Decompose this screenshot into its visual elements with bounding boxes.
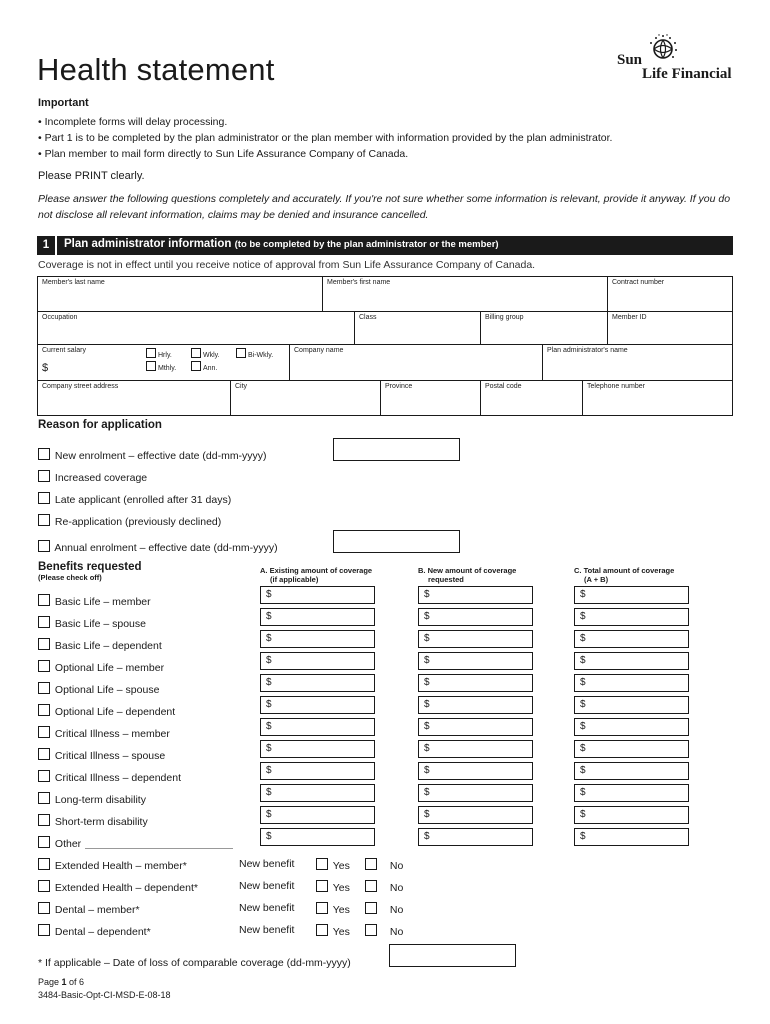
coverage-note: Coverage is not in effect until you receive notice of approval from Sun Life Assurance Company of Canada. (38, 259, 536, 271)
reason-late-applicant[interactable] (38, 492, 231, 506)
telephone-field[interactable] (583, 381, 732, 415)
field-label: City (235, 383, 248, 390)
bullet-item: • Part 1 is to be completed by the plan administrator or the plan member with information provided by the plan administrator. (38, 130, 612, 146)
currency-symbol: $ (580, 699, 586, 710)
sun-globe-icon (648, 34, 678, 64)
page-current: 1 (61, 977, 67, 987)
reason-increased-coverage[interactable] (38, 470, 147, 484)
benefits-heading: Benefits requested (38, 561, 142, 573)
option-label: No (389, 860, 404, 872)
new-amount-input[interactable] (418, 674, 533, 692)
annual-enrolment-date-input[interactable] (333, 530, 460, 553)
currency-symbol: $ (424, 721, 430, 732)
logo-text-life-financial: Life Financial (642, 66, 732, 82)
currency-symbol: $ (266, 633, 272, 644)
currency-symbol: $ (580, 721, 586, 732)
checkbox[interactable] (38, 594, 50, 606)
option-label: No (389, 904, 404, 916)
member-id-field[interactable] (608, 312, 732, 345)
currency-symbol: $ (580, 655, 586, 666)
column-header-line: B. New amount of coverage (418, 566, 517, 575)
currency-symbol: $ (266, 655, 272, 666)
checkbox[interactable] (38, 924, 50, 936)
checkbox[interactable] (38, 858, 50, 870)
currency-symbol: $ (424, 589, 430, 600)
existing-amount-input[interactable] (260, 828, 375, 846)
currency-symbol: $ (266, 809, 272, 820)
total-amount-input[interactable] (574, 652, 689, 670)
checkbox[interactable] (38, 514, 50, 526)
currency-symbol: $ (266, 765, 272, 776)
benefit-row[interactable] (38, 682, 159, 696)
currency-symbol: $ (580, 809, 586, 820)
monthly-option[interactable] (146, 361, 176, 372)
checkbox[interactable] (38, 448, 50, 460)
checkbox[interactable] (38, 470, 50, 482)
field-label: Occupation (42, 314, 78, 321)
yes-option[interactable] (316, 880, 350, 894)
field-label: Company street address (42, 383, 119, 390)
benefit-label: Basic Life – spouse (54, 618, 146, 630)
existing-amount-input[interactable] (260, 630, 375, 648)
checkbox[interactable] (38, 616, 50, 628)
existing-amount-input[interactable] (260, 718, 375, 736)
field-label: Member's last name (42, 279, 105, 286)
option-label: Yes (332, 882, 350, 894)
checkbox[interactable] (365, 880, 377, 892)
option-label: Yes (332, 926, 350, 938)
checkbox[interactable] (191, 348, 201, 358)
currency-symbol: $ (266, 831, 272, 842)
total-amount-input[interactable] (574, 806, 689, 824)
option-label: Wkly. (203, 352, 220, 359)
currency-symbol: $ (580, 743, 586, 754)
field-label: Member's first name (327, 279, 391, 286)
street-address-field[interactable] (38, 381, 231, 415)
new-amount-input[interactable] (418, 740, 533, 758)
field-label: Class (359, 314, 377, 321)
plan-admin-name-field[interactable] (543, 345, 732, 381)
checkbox[interactable] (316, 858, 328, 870)
footnote: * If applicable – Date of loss of comparable coverage (dd-mm-yyyy) (38, 957, 351, 969)
option-label: Bi-Wkly. (248, 352, 274, 359)
benefit-label: Optional Life – dependent (54, 706, 176, 718)
total-amount-input[interactable] (574, 740, 689, 758)
no-option[interactable] (365, 858, 403, 872)
section-number: 1 (37, 236, 57, 255)
bullet-item: • Incomplete forms will delay processing. (38, 114, 612, 130)
benefit-label: Extended Health – dependent* (54, 882, 198, 894)
checkbox[interactable] (38, 792, 50, 804)
option-label: No (389, 882, 404, 894)
total-amount-input[interactable] (574, 696, 689, 714)
checkbox[interactable] (365, 924, 377, 936)
postal-code-field[interactable] (481, 381, 583, 415)
option-label: Late applicant (enrolled after 31 days) (54, 494, 232, 506)
benefit-label: Basic Life – dependent (54, 640, 162, 652)
reason-reapplication[interactable] (38, 514, 221, 528)
total-amount-input[interactable] (574, 718, 689, 736)
checkbox[interactable] (191, 361, 201, 371)
currency-symbol: $ (424, 831, 430, 842)
page-suffix: of 6 (66, 977, 85, 987)
currency-symbol: $ (580, 765, 586, 776)
benefits-subheading: (Please check off) (38, 573, 102, 582)
section-subtitle: (to be completed by the plan administrator or the member) (234, 239, 499, 250)
checkbox[interactable] (316, 880, 328, 892)
benefit-row[interactable] (38, 792, 146, 806)
column-header-line: (A + B) (584, 575, 609, 584)
column-c-header (574, 566, 674, 584)
class-field[interactable] (355, 312, 481, 345)
page-title: Health statement (37, 52, 275, 87)
checkbox[interactable] (38, 492, 50, 504)
bullet-item: • Plan member to mail form directly to Sun Life Assurance Company of Canada. (38, 146, 612, 162)
benefit-row[interactable] (38, 704, 175, 718)
benefit-row[interactable] (38, 814, 148, 828)
total-amount-input[interactable] (574, 762, 689, 780)
column-header-line: (if applicable) (270, 575, 319, 584)
existing-amount-input[interactable] (260, 652, 375, 670)
checkbox[interactable] (38, 902, 50, 914)
logo-text-sun: Sun (617, 52, 643, 68)
checkbox[interactable] (38, 704, 50, 716)
existing-amount-input[interactable] (260, 806, 375, 824)
checkbox[interactable] (146, 361, 156, 371)
currency-symbol: $ (424, 743, 430, 754)
currency-symbol: $ (424, 655, 430, 666)
option-label: Hrly. (158, 352, 172, 359)
print-note: Please PRINT clearly. (38, 170, 145, 182)
current-salary-field[interactable] (38, 345, 290, 381)
column-header-line: requested (428, 575, 464, 584)
no-option[interactable] (365, 880, 403, 894)
section-1-header (37, 236, 733, 255)
benefit-label: Optional Life – spouse (54, 684, 160, 696)
total-amount-input[interactable] (574, 784, 689, 802)
form-code: 3484-Basic-Opt-CI-MSD-E-08-18 (38, 990, 171, 1000)
page-prefix: Page (38, 977, 62, 987)
existing-amount-input[interactable] (260, 696, 375, 714)
sun-life-logo (615, 34, 735, 84)
field-label: Billing group (485, 314, 524, 321)
benefit-row[interactable] (38, 638, 162, 652)
column-header-line: C. Total amount of coverage (574, 566, 675, 575)
currency-symbol: $ (266, 787, 272, 798)
benefit-row[interactable] (38, 660, 164, 674)
section-title (64, 238, 499, 250)
option-label: Yes (332, 904, 350, 916)
benefit-label: Critical Illness – spouse (54, 750, 166, 762)
new-benefit-label: New benefit (239, 902, 295, 914)
biweekly-option[interactable] (236, 348, 273, 359)
new-benefit-label: New benefit (239, 880, 295, 892)
option-label: Increased coverage (54, 472, 148, 484)
benefit-row[interactable] (38, 726, 170, 740)
benefit-label: Long-term disability (54, 794, 146, 806)
checkbox[interactable] (365, 902, 377, 914)
checkbox[interactable] (38, 880, 50, 892)
reason-annual-enrolment[interactable] (38, 540, 278, 554)
checkbox[interactable] (38, 660, 50, 672)
new-amount-input[interactable] (418, 762, 533, 780)
checkbox[interactable] (236, 348, 246, 358)
benefit-label: Extended Health – member* (54, 860, 187, 872)
option-label: Annual enrolment – effective date (dd-mm-yyyy) (54, 542, 278, 554)
checkbox[interactable] (38, 814, 50, 826)
new-amount-input[interactable] (418, 696, 533, 714)
field-label: Company name (294, 347, 344, 354)
benefit-label: Critical Illness – dependent (54, 772, 181, 784)
option-label: Re-application (previously declined) (54, 516, 222, 528)
currency-symbol: $ (266, 589, 272, 600)
checkbox[interactable] (38, 726, 50, 738)
new-amount-input[interactable] (418, 828, 533, 846)
new-amount-input[interactable] (418, 608, 533, 626)
benefit-label: Critical Illness – member (54, 728, 170, 740)
new-benefit-label: New benefit (239, 924, 295, 936)
total-amount-input[interactable] (574, 608, 689, 626)
total-amount-input[interactable] (574, 674, 689, 692)
option-label: Mthly. (158, 365, 177, 372)
no-option[interactable] (365, 924, 403, 938)
benefit-label: Optional Life – member (54, 662, 165, 674)
benefit-row[interactable] (38, 748, 165, 762)
benefit-row[interactable] (38, 594, 151, 608)
currency-symbol: $ (424, 765, 430, 776)
currency-symbol: $ (266, 611, 272, 622)
billing-group-field[interactable] (481, 312, 608, 345)
benefit-label: Dental – member* (54, 904, 140, 916)
currency-symbol: $ (580, 633, 586, 644)
annual-option[interactable] (191, 361, 217, 372)
column-a-header (260, 566, 372, 584)
new-benefit-row[interactable] (38, 902, 140, 916)
checkbox[interactable] (38, 836, 50, 848)
new-amount-input[interactable] (418, 806, 533, 824)
important-heading: Important (38, 97, 89, 109)
weekly-option[interactable] (191, 348, 220, 359)
total-amount-input[interactable] (574, 630, 689, 648)
province-field[interactable] (381, 381, 481, 415)
company-name-field[interactable] (290, 345, 543, 381)
reason-new-enrolment[interactable] (38, 448, 267, 462)
currency-symbol: $ (266, 699, 272, 710)
section-title-text: Plan administrator information (64, 238, 232, 250)
currency-symbol: $ (580, 611, 586, 622)
new-amount-input[interactable] (418, 586, 533, 604)
new-amount-input[interactable] (418, 652, 533, 670)
currency-symbol: $ (424, 699, 430, 710)
new-benefit-row[interactable] (38, 880, 198, 894)
currency-symbol: $ (424, 787, 430, 798)
yes-option[interactable] (316, 902, 350, 916)
new-enrolment-date-input[interactable] (333, 438, 460, 461)
currency-symbol: $ (266, 743, 272, 754)
currency-symbol: $ (424, 611, 430, 622)
instructions-text: Please answer the following questions completely and accurately. If you're not sure whether some information is relevant, provide it anyway. If you do not disclose all relevant information, claims may be denied and insurance cancelled. (38, 193, 731, 221)
checkbox[interactable] (146, 348, 156, 358)
new-amount-input[interactable] (418, 718, 533, 736)
benefit-label: Basic Life – member (54, 596, 151, 608)
currency-symbol: $ (580, 831, 586, 842)
yes-option[interactable] (316, 858, 350, 872)
option-label: Ann. (203, 365, 218, 372)
page-number (38, 977, 84, 987)
occupation-field[interactable] (38, 312, 355, 345)
benefit-label: Short-term disability (54, 816, 148, 828)
no-option[interactable] (365, 902, 403, 916)
new-amount-input[interactable] (418, 784, 533, 802)
last-name-field[interactable] (38, 277, 323, 312)
benefit-label: Other (54, 838, 82, 850)
existing-amount-input[interactable] (260, 608, 375, 626)
loss-of-coverage-date-input[interactable] (389, 944, 516, 967)
field-label: Current salary (42, 347, 86, 354)
yes-option[interactable] (316, 924, 350, 938)
currency-symbol: $ (580, 677, 586, 688)
important-bullets (38, 114, 612, 162)
new-amount-input[interactable] (418, 630, 533, 648)
option-label: Yes (332, 860, 350, 872)
existing-amount-input[interactable] (260, 740, 375, 758)
salary-dollar-sign: $ (42, 362, 49, 374)
column-b-header (418, 566, 516, 584)
checkbox[interactable] (316, 902, 328, 914)
field-label: Contract number (612, 279, 665, 286)
currency-symbol: $ (266, 677, 272, 688)
checkbox[interactable] (38, 770, 50, 782)
total-amount-input[interactable] (574, 586, 689, 604)
checkbox[interactable] (38, 638, 50, 650)
field-label: Plan administrator's name (547, 347, 628, 354)
currency-symbol: $ (580, 589, 586, 600)
currency-symbol: $ (424, 677, 430, 688)
benefit-row[interactable] (38, 616, 146, 630)
checkbox[interactable] (316, 924, 328, 936)
existing-amount-input[interactable] (260, 674, 375, 692)
new-benefit-row[interactable] (38, 924, 151, 938)
existing-amount-input[interactable] (260, 762, 375, 780)
new-benefit-label: New benefit (239, 858, 295, 870)
reason-heading: Reason for application (38, 419, 162, 431)
option-label: No (389, 926, 404, 938)
plan-admin-info-grid (37, 276, 733, 416)
currency-symbol: $ (424, 809, 430, 820)
field-label: Member ID (612, 314, 647, 321)
checkbox[interactable] (38, 682, 50, 694)
first-name-field[interactable] (323, 277, 608, 312)
checkbox[interactable] (38, 748, 50, 760)
contract-number-field[interactable] (608, 277, 732, 312)
field-label: Telephone number (587, 383, 645, 390)
checkbox[interactable] (38, 540, 50, 552)
existing-amount-input[interactable] (260, 784, 375, 802)
new-benefit-row[interactable] (38, 858, 187, 872)
field-label: Province (385, 383, 413, 390)
benefit-label: Dental – dependent* (54, 926, 151, 938)
currency-symbol: $ (266, 721, 272, 732)
currency-symbol: $ (580, 787, 586, 798)
option-label: New enrolment – effective date (dd-mm-yyyy) (54, 450, 267, 462)
hourly-option[interactable] (146, 348, 172, 359)
other-specify-line[interactable] (85, 839, 233, 849)
checkbox[interactable] (365, 858, 377, 870)
existing-amount-input[interactable] (260, 586, 375, 604)
benefit-row[interactable] (38, 836, 233, 850)
currency-symbol: $ (424, 633, 430, 644)
total-amount-input[interactable] (574, 828, 689, 846)
field-label: Postal code (485, 383, 522, 390)
column-header-line: A. Existing amount of coverage (260, 566, 373, 575)
benefit-row[interactable] (38, 770, 181, 784)
city-field[interactable] (231, 381, 381, 415)
